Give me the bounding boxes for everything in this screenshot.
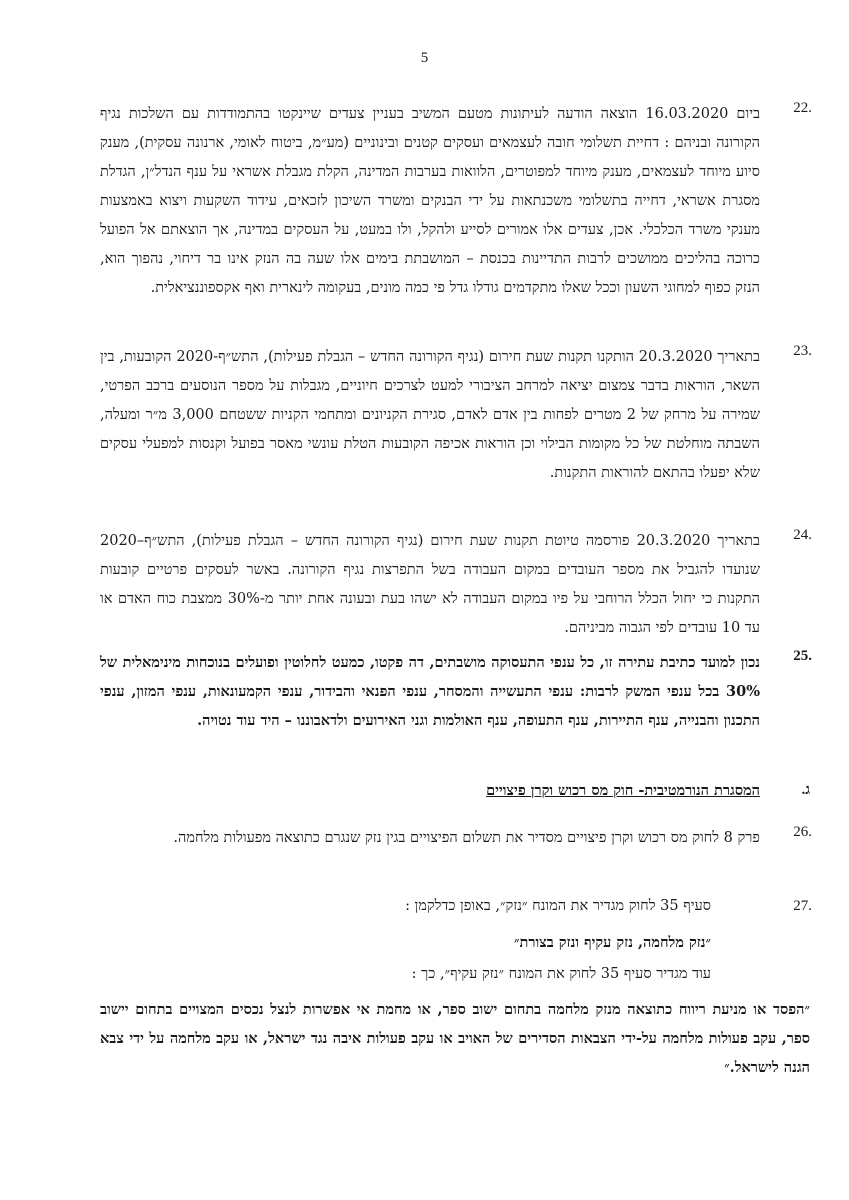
paragraph-text: ביום 16.03.2020 הוצאה הודעה לעיתונות מטעם המשיב בעניין צעדים שיינקטו בהתמודדות עם השלכות נגיף הקורונה ובניהם : דחיית תשלומי חובה לעצמאים ועסקים קטנים ובינוניים (מע״מ, ביטוח לאומי, ארנונה עסקית), מענק סיוע מיוחד לעצמאים, מענק מיוחד למפוטרים, הלוואות בערבות המדינה, הקלת מגבלת אשראי על ענף הנדל״ן, הגדלת מסגרת אשראי, דחייה בתשלומי משכנתאות על ידי הבנקים ומשרד השיכון לזכאים, עידוד השקעות ויצוא באמצעות מענקי משרד הכלכלי. אכן, צעדים אלו אמורים לסייע ולהקל, ולו במעט, על העסקים במדינה, אך הוצאתם אל הפועל כרוכה בהליכים ממושכים לרבות התדיינות בכנסת – המושבתת בימים אלו שעה בה הנזק אינו בר דיחוי, נהפוך הוא, הנזק כפוף למחוגי השעון וככל שאלו מתקדמים גודלו גדל פי כמה מונים, בעקומה לינארית ואף אקספוננציאלית. [100, 106, 760, 296]
paragraph-22 [100, 100, 812, 303]
paragraph-number: 24. [793, 527, 812, 543]
paragraph-text: נכון למועד כתיבת עתירה זו, כל ענפי התעסוקה מושבתים, דה פקטו, כמעט לחלוטין ופועלים בנוכחות מינימאלית של 30% בכל ענפי המשק לרבות: ענפי התעשייה והמסחר, ענפי הפנאי והבידור, ענפי הקמעונאות, ענפי המזון, ענפי התכנון והבנייה, ענף התיירות, ענף התעופה, ענף האולמות וגני האירועים ולדאבוננו – היד עוד נטויה. [100, 654, 760, 729]
paragraph-number: 26. [793, 824, 812, 840]
section-title: המסגרת הנורמטיבית- חוק מס רכוש וקרן פיצויים [486, 782, 760, 799]
paragraph-number: 27. [793, 898, 812, 914]
paragraph-number: 25. [793, 648, 812, 664]
paragraph-27-intro: סעיף 35 לחוק מגדיר את המונח ״נזק״, באופן כדלקמן : [405, 898, 711, 914]
paragraph-26 [100, 824, 812, 853]
paragraph-24 [100, 527, 812, 643]
paragraph-27-intro-2: עוד מגדיר סעיף 35 לחוק את המונח ״נזק עקיף״, כך : [411, 966, 711, 982]
paragraph-text: בתאריך 20.3.2020 פורסמה טיוטת תקנות שעת חירום (נגיף הקורונה החדש – הגבלת פעילות), התש״ף–2020 שנועדו להגביל את מספר העובדים במקום העבודה בשל התפרצות נגיף הקורונה. באשר לעסקים פרטיים קובעות התקנות כי יחול הכלל הרוחבי על פיו במקום העבודה לא ישהו בעת ובעונה אחת יותר מ-30% ממצבת כוח האדם או עד 10 עובדים לפי הגבוה מביניהם. [100, 533, 760, 636]
paragraph-text: בתאריך 20.3.2020 הותקנו תקנות שעת חירום (נגיף הקורונה החדש – הגבלת פעילות), התש״ף-2020 הקובעות, בין השאר, הוראות בדבר צמצום יציאה למרחב הציבורי למעט לצרכים חיוניים, מגבלות על מספר הנוסעים ברכב הפרטי, שמירה על מרחק של 2 מטרים לפחות בין אדם לאדם, סגירת הקניונים ומתחמי הקניות ששטחם 3,000 מ״ר ומעלה, השבתה מוחלטת של כל מקומות הבילוי וכן הוראות אכיפה הקובעות הטלת עונשי מאסר בפועל וקנסות למפעלי עסקים שלא יפעלו בהתאם להוראות התקנות. [100, 349, 761, 481]
paragraph-23 [100, 343, 812, 488]
section-letter: ג. [801, 782, 810, 798]
quote-indirect-damage: ״הפסד או מניעת ריווח כתוצאה מנזק מלחמה בתחום ישוב ספר, או מחמת אי אפשרות לנצל נכסים המצויים בתחום יישוב ספר, עקב פעולות מלחמה על-ידי הצבאות הסדירים של האויב או עקב פעולות איבה נגד ישראל, או עקב מלחמה על ידי צבא הגנה לישראל.״ [100, 1001, 810, 1076]
page-number: 5 [420, 50, 429, 66]
paragraph-number: 23. [793, 343, 812, 359]
section-heading [380, 782, 810, 800]
quote-damage-definition: ״נזק מלחמה, נזק עקיף ונזק בצורת״ [513, 934, 711, 951]
paragraph-25 [100, 648, 812, 735]
paragraph-number: 22. [793, 100, 812, 116]
paragraph-text: פרק 8 לחוק מס רכוש וקרן פיצויים מסדיר את תשלום הפיצויים בגין נזק שנגרם כתוצאה מפעולות מלחמה. [173, 830, 760, 846]
